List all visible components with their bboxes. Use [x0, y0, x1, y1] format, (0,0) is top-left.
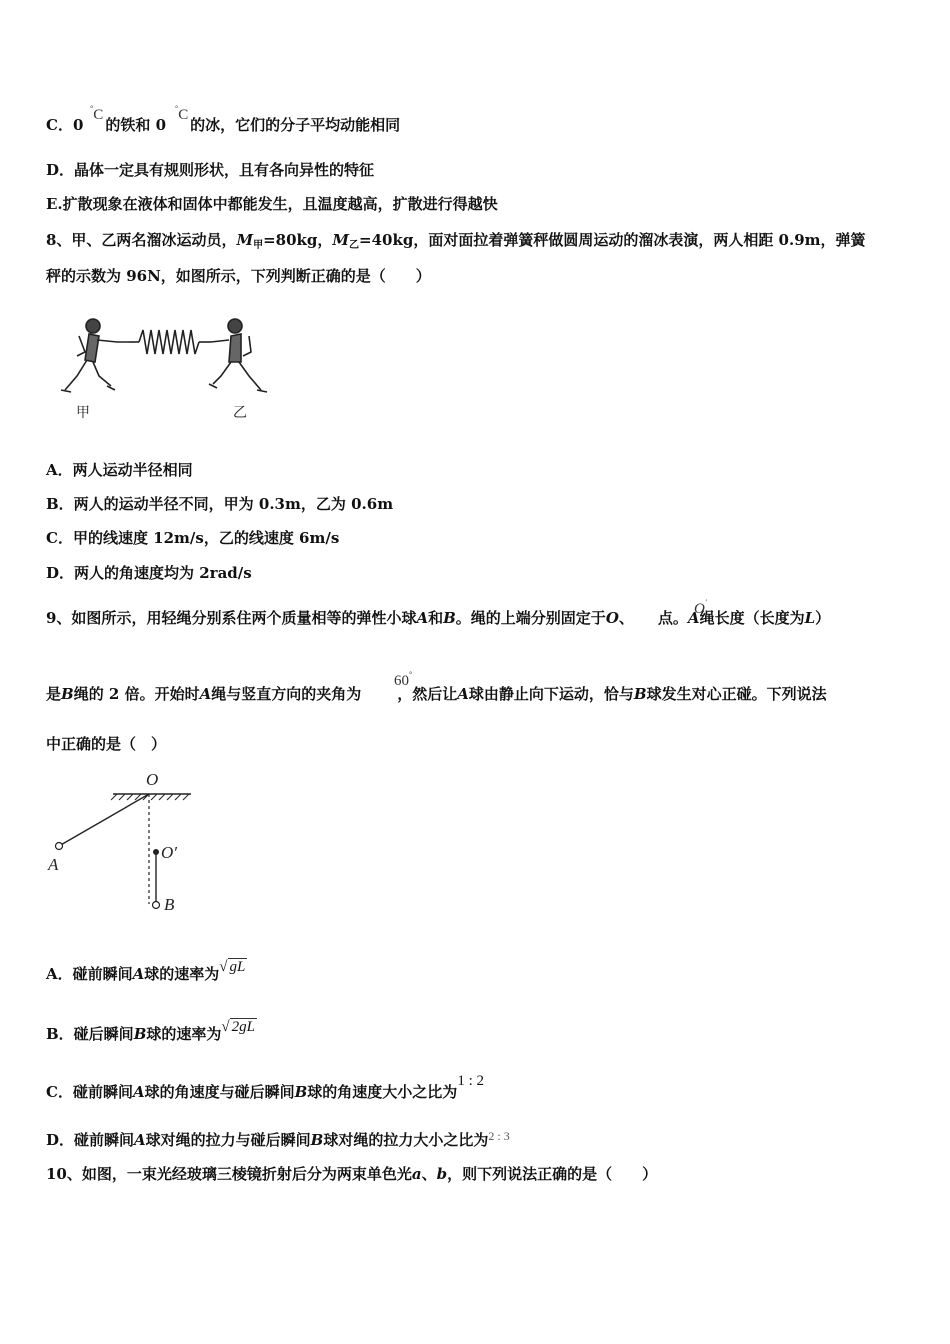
q9-option-c: C．碰前瞬间A球的角速度与碰后瞬间B球的角速度大小之比为1 : 2 — [46, 1073, 484, 1101]
q9-option-a: A．碰前瞬间A球的速率为√ gL — [46, 959, 246, 983]
degree-c-1: °C — [90, 104, 104, 123]
q8-stem-line1: 8、甲、乙两名溜冰运动员，$M_甲=80kg$，$M_乙=40kg$，面对面拉着弹簧秤做圆周运动的溜冰表演，两人相距 0.9m，弹簧 — [46, 231, 866, 251]
fig-label-b: B — [164, 895, 175, 914]
q9-option-d: D．碰前瞬间A球对绳的拉力与碰后瞬间B球对绳的拉力大小之比为$^{2 : 3}$ — [46, 1129, 510, 1149]
fig-label-jia: 甲 — [76, 405, 90, 421]
q7-option-d: D．晶体一定具有规则形状，且有各向异性的特征 — [46, 161, 375, 179]
angle-60: 60° — [394, 670, 413, 689]
q10-stem: 10、如图，一束光经玻璃三棱镜折射后分为两束单色光a、b，则下列说法正确的是（ ） — [46, 1165, 658, 1183]
q8-option-c: C．甲的线速度 12m/s，乙的线速度 6m/s — [46, 529, 340, 547]
sqrt-2gl: √ 2gL — [221, 1019, 255, 1035]
sqrt-gl: √ gL — [219, 959, 246, 975]
q7-option-c: C．0 的铁和 0 的冰，它们的分子平均动能相同 — [46, 116, 401, 134]
pendulum-figure — [45, 772, 205, 922]
q9-option-b: B．碰后瞬间B球的速率为√ 2gL — [46, 1019, 255, 1043]
q8-stem-line2: 秤的示数为 96N，如图所示，下列判断正确的是（ ） — [46, 267, 431, 285]
q9-stem-line1: 9、如图所示，用轻绳分别系住两个质量相等的弹性小球A和B。绳的上端分别固定于O、 点。A绳长度（长度为L） — [46, 609, 831, 627]
o-prime-symbol: O′ — [694, 598, 707, 617]
q7-option-e: E.扩散现象在液体和固体中都能发生，且温度越高，扩散进行得越快 — [46, 195, 498, 213]
q8-option-a: A．两人运动半径相同 — [46, 461, 193, 479]
q8-option-d: D．两人的角速度均为 2rad/s — [46, 564, 252, 582]
fig-label-o-prime: O′ — [161, 843, 177, 862]
fig-label-yi: 乙 — [233, 405, 247, 421]
q9-stem-line3: 中正确的是（ ） — [46, 735, 167, 753]
degree-c-2: °C — [175, 104, 189, 123]
q9-stem-line2: 是B绳的 2 倍。开始时A绳与竖直方向的夹角为 ，然后让A球由静止向下运动，恰与B球发生对心正碰。下列说法 — [46, 685, 827, 703]
fig-label-a: A — [48, 855, 59, 874]
skaters-figure — [55, 312, 275, 402]
fig-label-o: O — [146, 770, 159, 789]
q8-option-b: B．两人的运动半径不同，甲为 0.3m，乙为 0.6m — [46, 495, 394, 513]
